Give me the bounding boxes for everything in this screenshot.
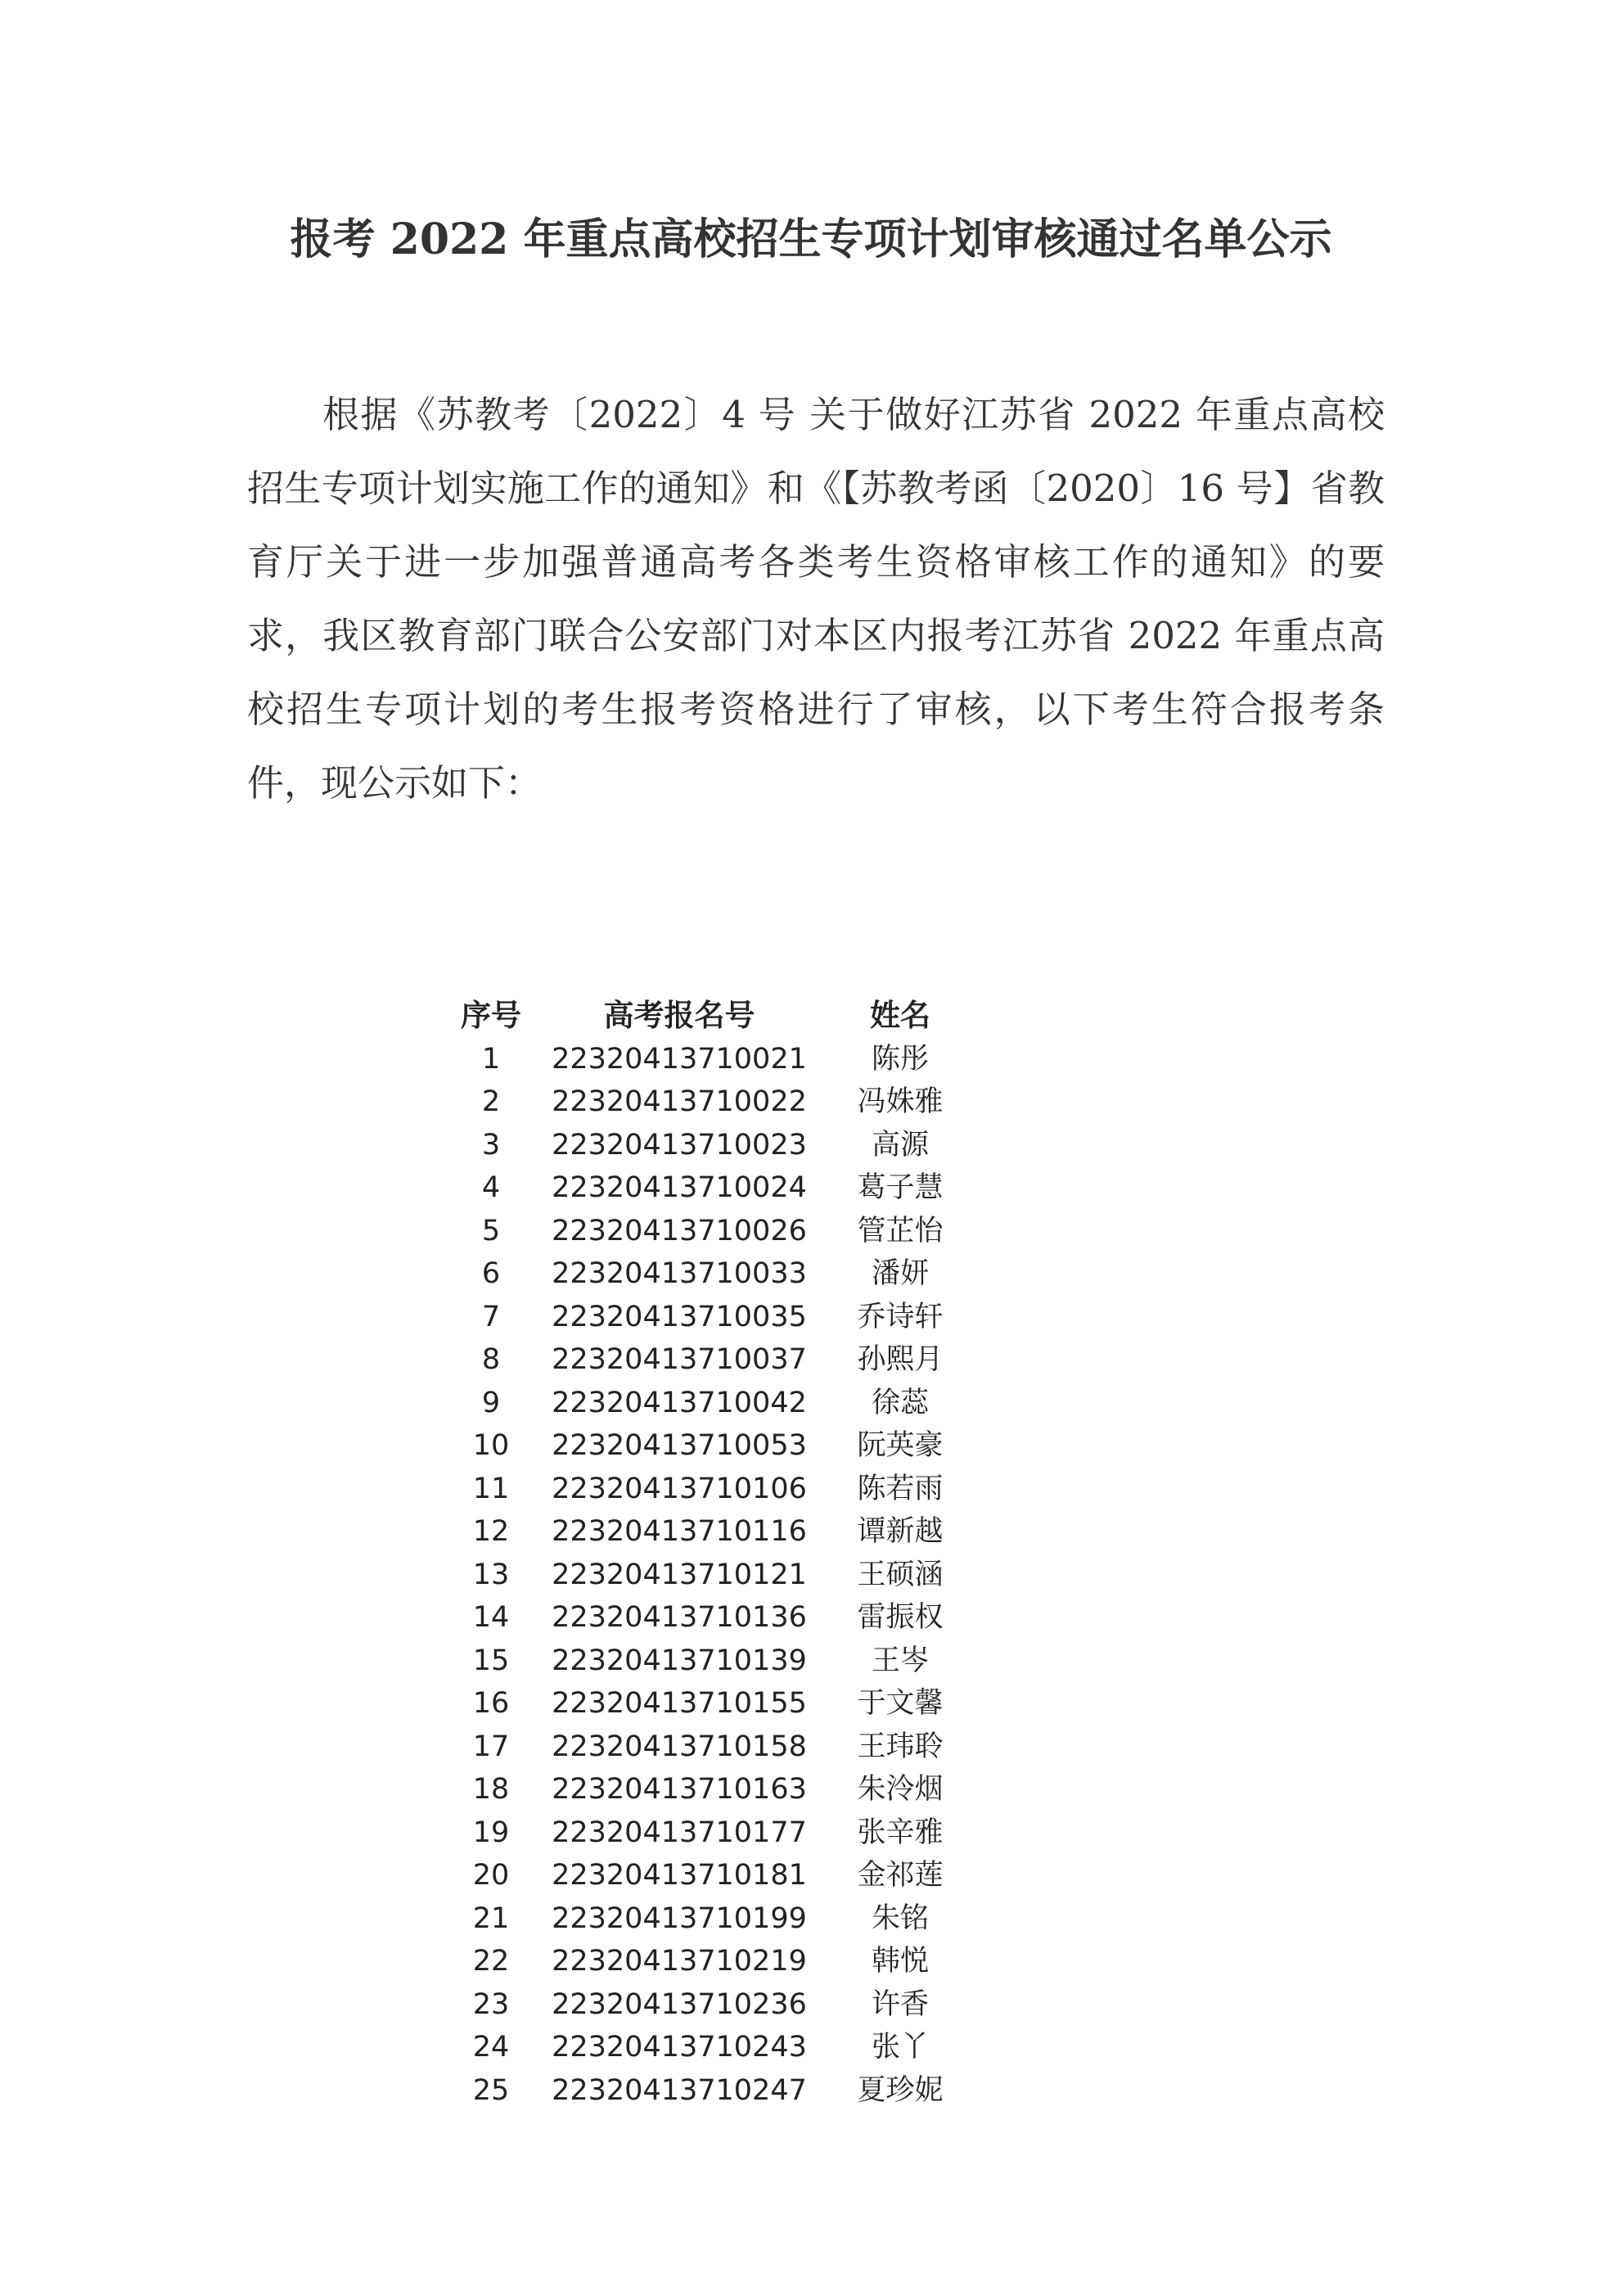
- table-row: [434, 1252, 990, 1296]
- header-serial: 序号: [461, 998, 521, 1033]
- cell-serial: 15: [472, 1644, 510, 1677]
- table-row: [434, 1210, 990, 1253]
- cell-name: 乔诗轩: [857, 1300, 944, 1333]
- cell-serial: 11: [472, 1472, 510, 1505]
- table-row: [434, 1424, 990, 1468]
- cell-serial: 24: [472, 2031, 510, 2064]
- cell-serial: 8: [481, 1343, 501, 1376]
- cell-exam-id: 22320413710236: [552, 1987, 807, 2021]
- cell-exam-id: 22320413710163: [552, 1773, 807, 1806]
- header-name: 姓名: [870, 998, 930, 1033]
- cell-exam-id: 22320413710158: [552, 1730, 807, 1763]
- table-row: [434, 1682, 990, 1725]
- cell-serial: 25: [472, 2073, 510, 2107]
- cell-serial: 20: [472, 1859, 510, 1892]
- cell-name: 雷振权: [857, 1601, 944, 1634]
- table-row: [434, 1296, 990, 1339]
- cell-name: 阮英豪: [857, 1429, 944, 1462]
- cell-name: 朱泠烟: [857, 1773, 944, 1806]
- cell-name: 张丫: [871, 2031, 929, 2064]
- cell-exam-id: 22320413710181: [552, 1859, 807, 1892]
- table-row: [434, 1166, 990, 1210]
- document-title: 报考 2022 年重点高校招生专项计划审核通过名单公示: [290, 214, 1332, 264]
- table-row: [434, 2069, 990, 2113]
- table-body: [434, 1038, 990, 2113]
- cell-exam-id: 22320413710024: [552, 1171, 807, 1204]
- table-row: [434, 1897, 990, 1941]
- cell-exam-id: 22320413710139: [552, 1644, 807, 1677]
- cell-name: 金祁莲: [857, 1859, 944, 1892]
- cell-name: 朱铭: [871, 1901, 929, 1935]
- cell-serial: 22: [472, 1945, 510, 1978]
- cell-exam-id: 22320413710121: [552, 1558, 807, 1591]
- cell-name: 高源: [871, 1128, 929, 1162]
- cell-name: 孙熙月: [857, 1343, 944, 1376]
- table-row: [434, 1940, 990, 1983]
- cell-name: 于文馨: [857, 1687, 944, 1720]
- cell-name: 陈彤: [871, 1042, 929, 1076]
- cell-exam-id: 22320413710026: [552, 1214, 807, 1247]
- table-row: [434, 1811, 990, 1855]
- table-row: [434, 1510, 990, 1554]
- cell-exam-id: 22320413710053: [552, 1429, 807, 1462]
- cell-name: 冯姝雅: [857, 1085, 944, 1118]
- table-row: [434, 1768, 990, 1811]
- table-row: [434, 1468, 990, 1511]
- table-row: [434, 1554, 990, 1597]
- candidate-list: [434, 995, 1023, 2112]
- cell-serial: 21: [472, 1901, 510, 1935]
- cell-serial: 13: [472, 1558, 510, 1591]
- table-row: [434, 1725, 990, 1769]
- cell-name: 谭新越: [857, 1515, 944, 1548]
- cell-serial: 1: [481, 1042, 501, 1076]
- cell-exam-id: 22320413710022: [552, 1085, 807, 1118]
- cell-serial: 9: [481, 1386, 501, 1419]
- table-row: [434, 1854, 990, 1897]
- cell-serial: 23: [472, 1987, 510, 2021]
- cell-name: 王玮聆: [857, 1730, 944, 1763]
- cell-exam-id: 22320413710247: [552, 2073, 807, 2107]
- cell-exam-id: 22320413710116: [552, 1515, 807, 1548]
- cell-exam-id: 22320413710219: [552, 1945, 807, 1978]
- cell-serial: 16: [472, 1687, 510, 1720]
- cell-name: 许香: [871, 1987, 929, 2021]
- cell-name: 陈若雨: [857, 1472, 944, 1505]
- cell-exam-id: 22320413710136: [552, 1601, 807, 1634]
- cell-exam-id: 22320413710033: [552, 1257, 807, 1290]
- table-row: [434, 1080, 990, 1124]
- table-row: [434, 2026, 990, 2069]
- cell-exam-id: 22320413710035: [552, 1300, 807, 1333]
- cell-serial: 7: [481, 1300, 501, 1333]
- table-row: [434, 1124, 990, 1167]
- cell-serial: 10: [472, 1429, 510, 1462]
- table-row: [434, 1983, 990, 2027]
- cell-exam-id: 22320413710199: [552, 1901, 807, 1935]
- cell-exam-id: 22320413710042: [552, 1386, 807, 1419]
- table-row: [434, 1382, 990, 1425]
- table-row: [434, 1640, 990, 1683]
- cell-name: 张辛雅: [857, 1816, 944, 1849]
- announcement-paragraph: 根据《苏教考〔2022〕4 号 关于做好江苏省 2022 年重点高校招生专项计划实施工作的通知》和《【苏教考函〔2020〕16 号】省教育厅关于进一步加强普通高考各类考生资格审核工作的通知》的要求，我区教育部门联合公安部门对本区内报考江苏省 2022 年重点高校招生专项计划的考生报考资格进行了审核，以下考生符合报考条件，现公示如下：: [247, 393, 1385, 805]
- cell-exam-id: 22320413710243: [552, 2031, 807, 2064]
- cell-name: 王硕涵: [857, 1558, 944, 1591]
- cell-name: 徐蕊: [871, 1386, 929, 1419]
- table-row: [434, 1038, 990, 1081]
- cell-serial: 14: [472, 1601, 510, 1634]
- cell-serial: 17: [472, 1730, 510, 1763]
- cell-serial: 6: [481, 1257, 501, 1290]
- cell-name: 潘妍: [871, 1257, 929, 1290]
- cell-name: 夏珍妮: [857, 2073, 944, 2107]
- table-row: [434, 1596, 990, 1640]
- table-row: [434, 1338, 990, 1382]
- cell-exam-id: 22320413710021: [552, 1042, 807, 1076]
- cell-name: 葛子慧: [857, 1171, 944, 1204]
- cell-exam-id: 22320413710155: [552, 1687, 807, 1720]
- cell-name: 管芷怡: [857, 1214, 944, 1247]
- cell-exam-id: 22320413710023: [552, 1128, 807, 1162]
- candidate-table: [434, 995, 990, 2112]
- cell-serial: 12: [472, 1515, 510, 1548]
- cell-serial: 19: [472, 1816, 510, 1849]
- header-exam-id: 高考报名号: [603, 998, 755, 1033]
- cell-exam-id: 22320413710106: [552, 1472, 807, 1505]
- cell-serial: 2: [481, 1085, 501, 1118]
- cell-name: 韩悦: [871, 1945, 929, 1978]
- cell-name: 王岑: [871, 1644, 929, 1677]
- cell-serial: 3: [481, 1128, 501, 1162]
- cell-serial: 4: [481, 1171, 501, 1204]
- cell-serial: 5: [481, 1214, 501, 1247]
- table-header-row: [434, 995, 990, 1038]
- cell-serial: 18: [472, 1773, 510, 1806]
- cell-exam-id: 22320413710177: [552, 1816, 807, 1849]
- cell-exam-id: 22320413710037: [552, 1343, 807, 1376]
